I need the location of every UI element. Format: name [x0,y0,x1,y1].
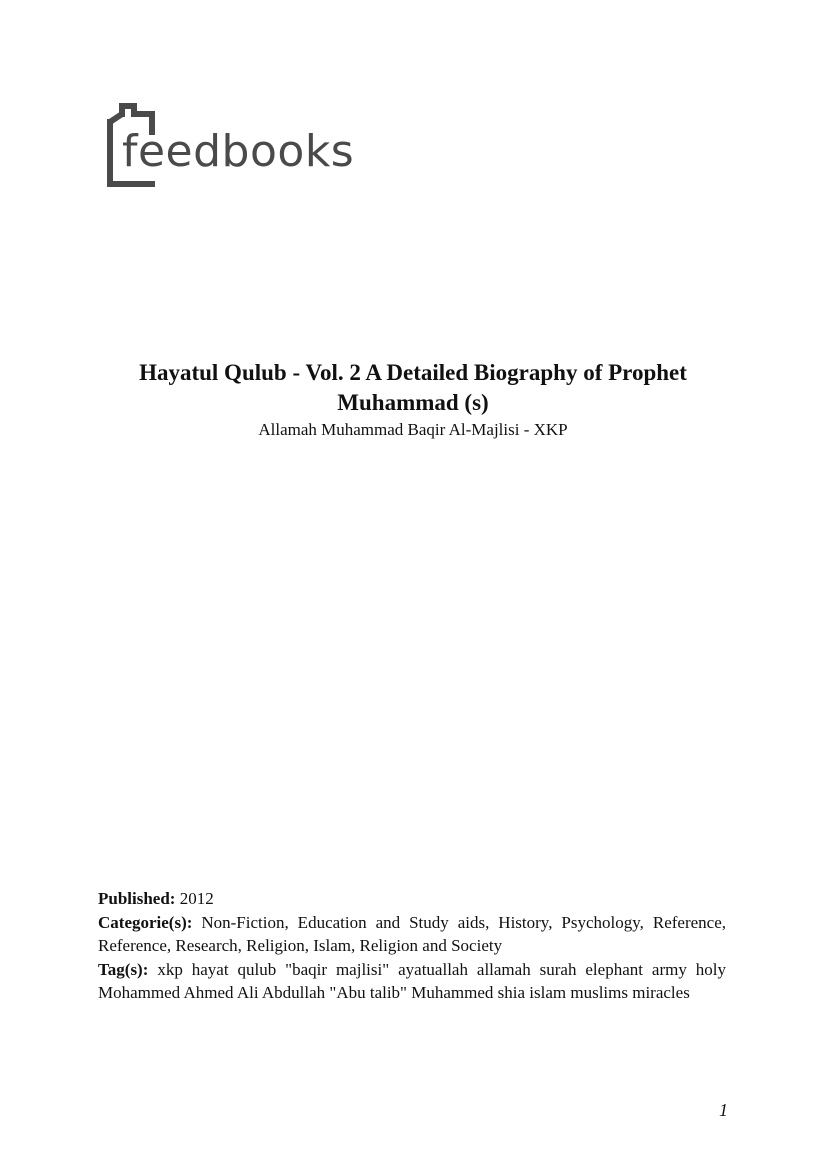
published-label: Published: [98,889,176,908]
logo-wordmark: feedbooks [122,126,355,177]
published-line [98,887,726,911]
book-author: Allamah Muhammad Baqir Al-Majlisi - XKP [258,420,568,439]
book-metadata [98,887,726,1005]
categories-label: Categorie(s): [98,912,193,932]
book-title: Hayatul Qulub - Vol. 2 A Detailed Biography of Prophet Muhammad (s) [139,360,687,415]
title-block [100,358,726,441]
categories-value: Non-Fiction, Education and Study aids, History, Psychology, Reference, Reference, Research, Religion, Islam, Religion and Society [98,912,726,955]
tags-line [98,958,726,1005]
published-value: 2012 [175,889,214,908]
feedbooks-logo [104,102,364,192]
page-number: 1 [719,1100,728,1120]
tags-value: xkp hayat qulub "baqir majlisi" ayatuallah allamah surah elephant army holy Mohammed Ahmed Ali Abdullah "Abu talib" Muhammed shia islam muslims miracles [98,959,726,1002]
tags-label: Tag(s): [98,959,149,979]
categories-line [98,911,726,958]
